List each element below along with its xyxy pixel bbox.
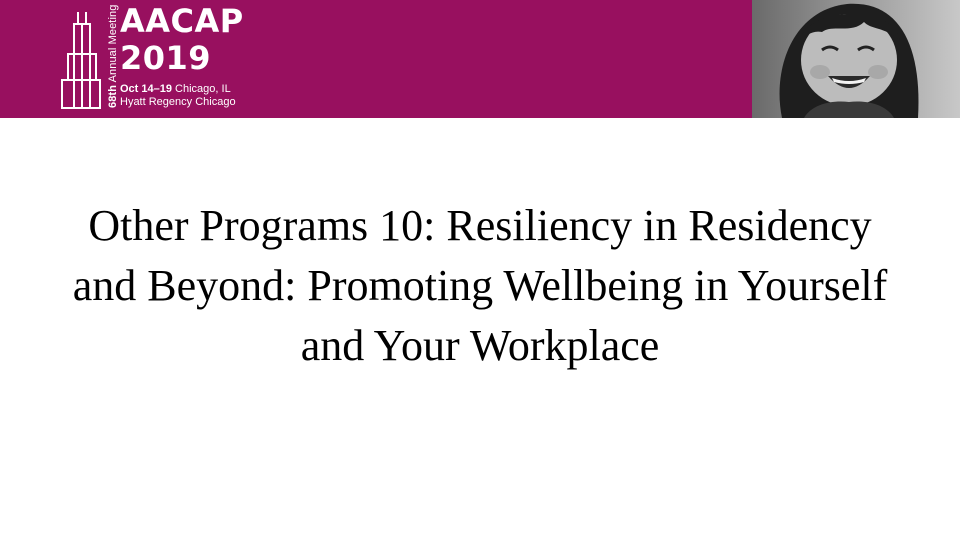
- slide-title: Other Programs 10: Resiliency in Residency and Beyond: Promoting Wellbeing in Yourself and Your Workplace: [72, 201, 888, 370]
- child-photo: [752, 0, 960, 118]
- meeting-dates: Oct 14–19 Chicago, IL: [120, 83, 231, 95]
- logo-name: AACAP: [120, 2, 244, 40]
- skyscraper-icon: [58, 10, 104, 110]
- annual-meeting-label: 68th Annual Meeting: [107, 4, 119, 108]
- logo-year: 2019: [120, 39, 212, 77]
- meeting-venue: Hyatt Regency Chicago: [120, 96, 236, 108]
- header-banner: [0, 0, 960, 118]
